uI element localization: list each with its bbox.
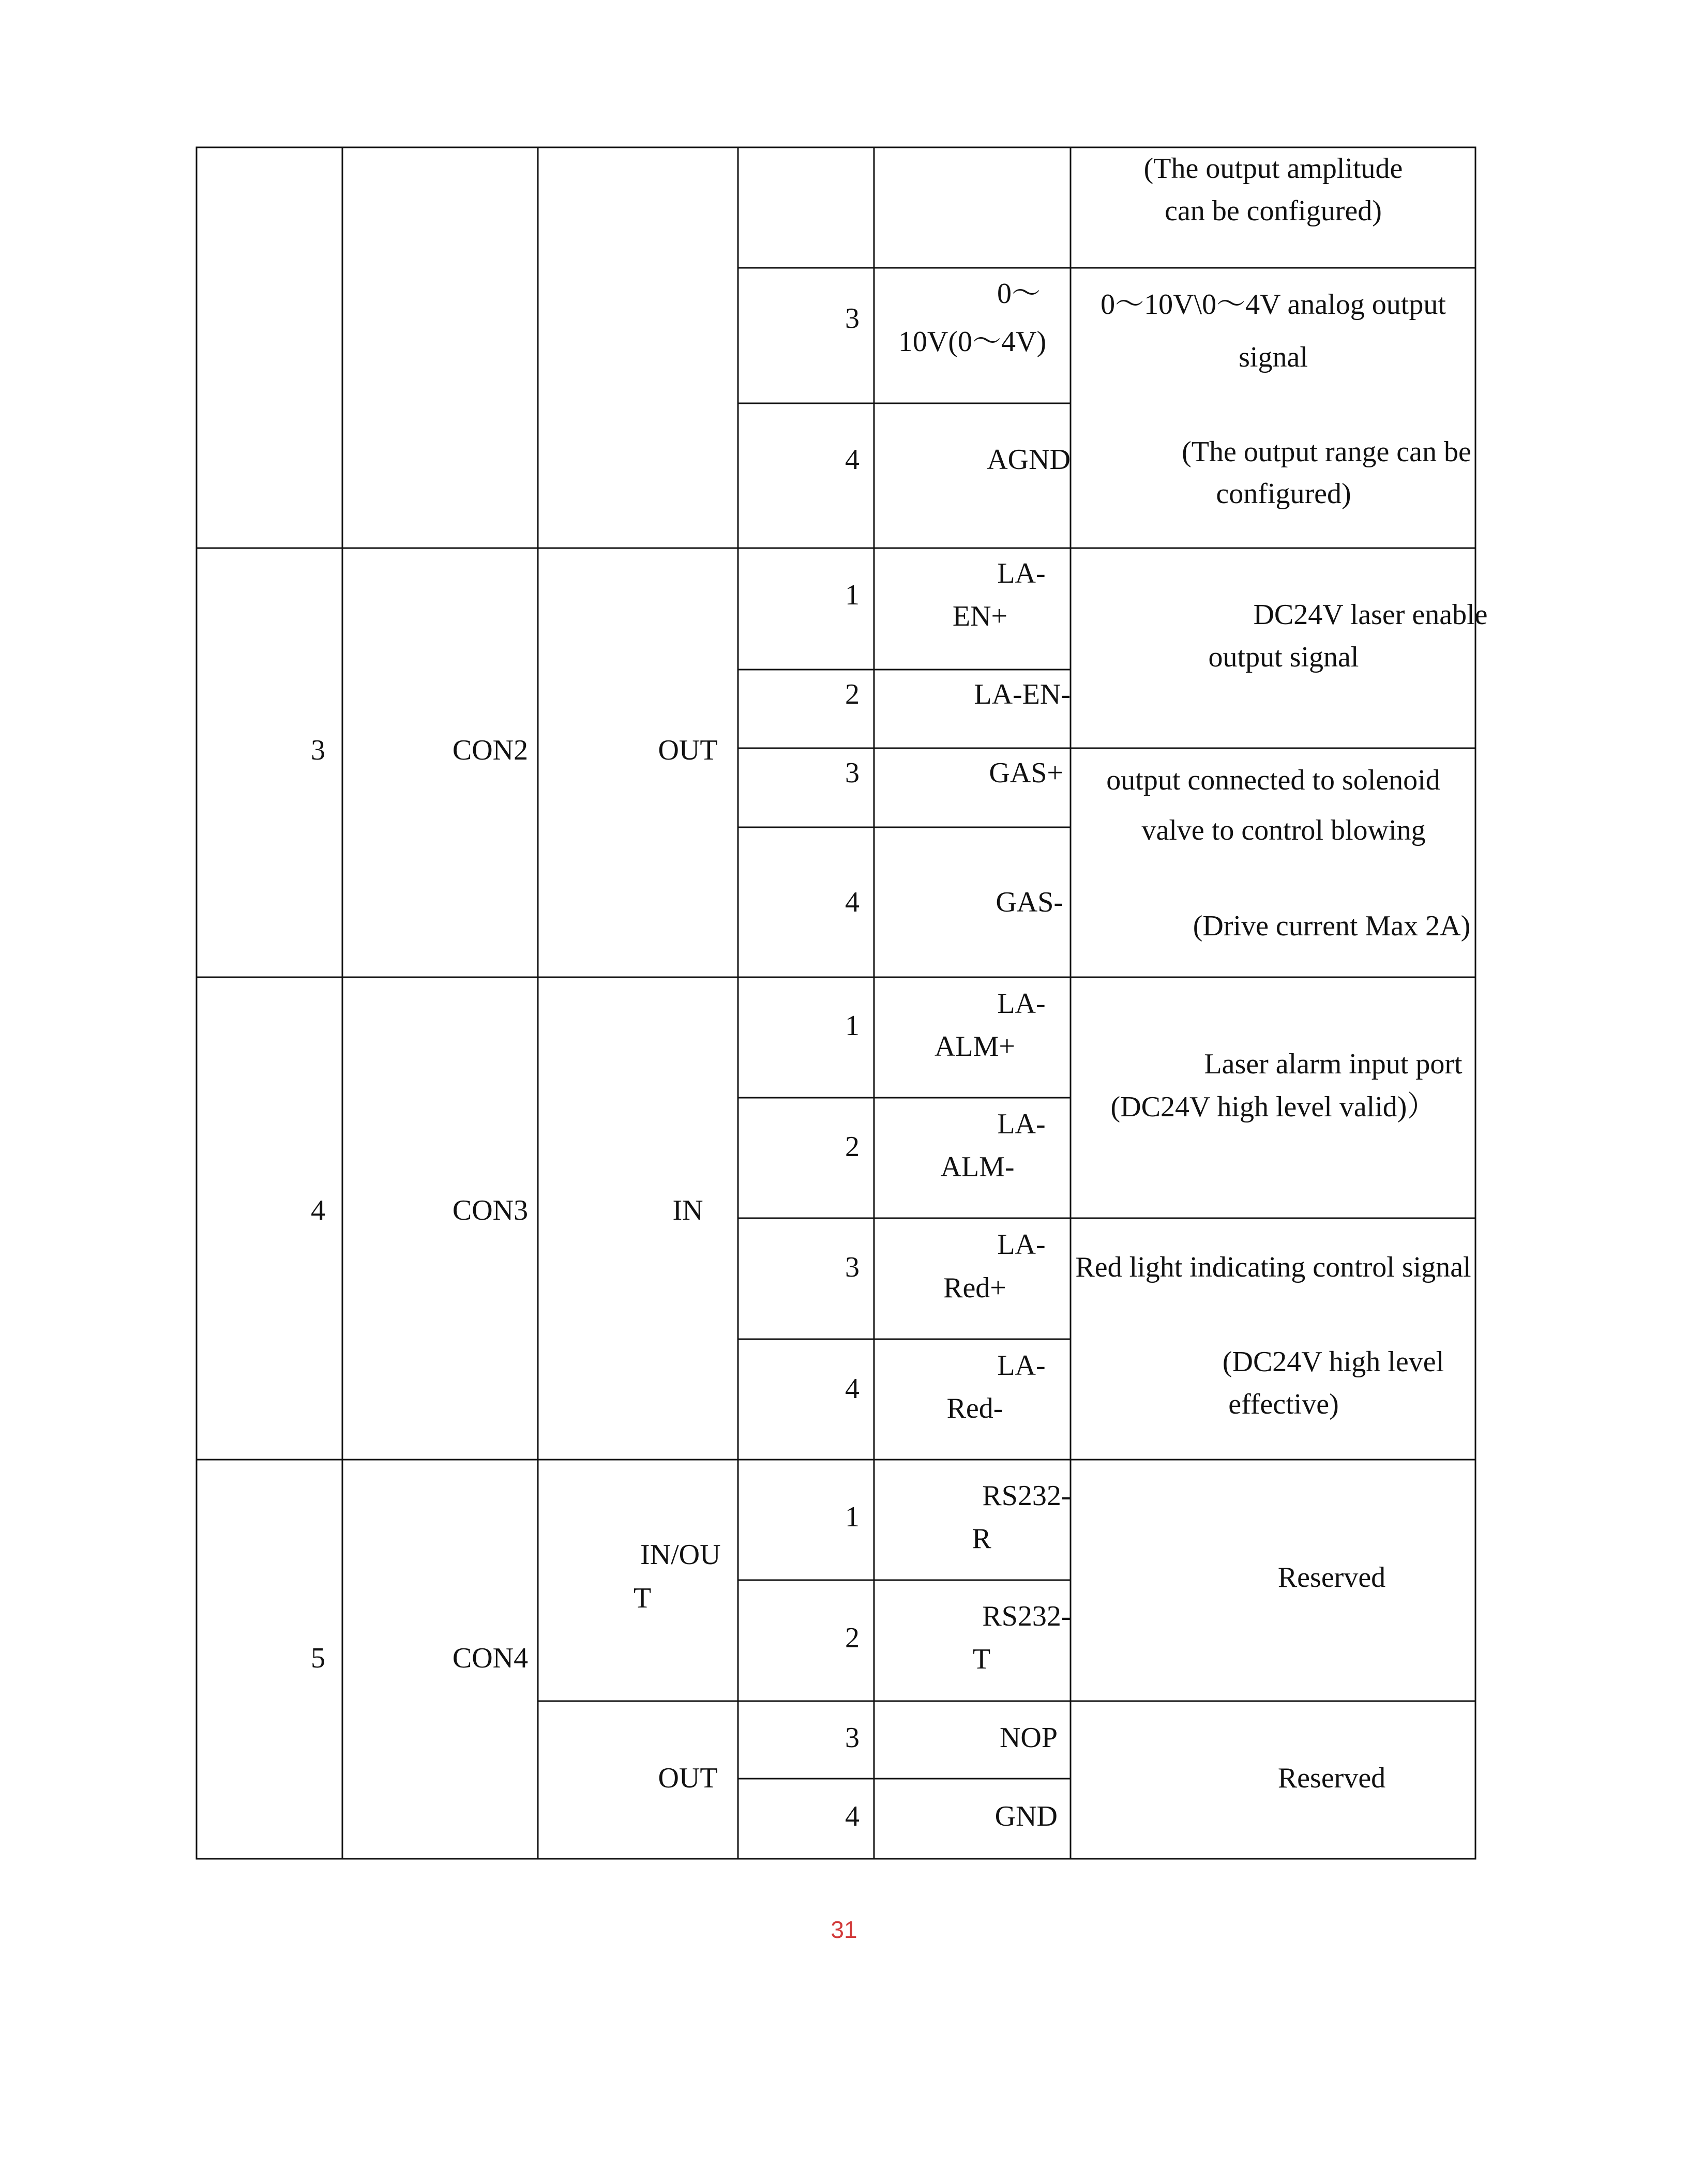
page-number: 31 xyxy=(831,1916,857,1943)
pin-number: 3 xyxy=(845,1722,860,1754)
pin-number: 3 xyxy=(845,757,860,789)
row3-desc-1-line-1: DC24V laser enable xyxy=(1253,599,1488,631)
pin-name-line-1: LA- xyxy=(997,988,1046,1020)
pin-number: 4 xyxy=(845,1800,860,1832)
direction: OUT xyxy=(658,734,718,766)
row-number: 3 xyxy=(311,734,325,766)
pin-number: 4 xyxy=(845,444,860,476)
row3-desc-2-line-2: valve to control blowing xyxy=(1141,814,1426,846)
pin-number: 2 xyxy=(845,1131,860,1163)
pin-number: 1 xyxy=(845,1010,860,1042)
pin-name-line-1: LA- xyxy=(997,1228,1046,1261)
pin-number: 3 xyxy=(845,1251,860,1283)
row3-desc-1-line-2: output signal xyxy=(1208,641,1359,673)
pin-name-line-1: LA- xyxy=(997,557,1046,589)
row4-desc-1-line-1: Laser alarm input port xyxy=(1204,1048,1463,1080)
pin-name-line-2: EN+ xyxy=(952,600,1008,632)
pin-number: 2 xyxy=(845,1622,860,1654)
pin-number: 4 xyxy=(845,886,860,918)
pin-name: GAS- xyxy=(996,886,1063,918)
direction-line-2: T xyxy=(634,1582,652,1614)
pin-name: GND xyxy=(994,1800,1058,1832)
row4-desc-3-line-2: effective) xyxy=(1228,1388,1339,1420)
row5-desc-reserved: Reserved xyxy=(1277,1762,1386,1794)
top-desc-1-line-2: can be configured) xyxy=(1165,195,1382,227)
top-desc-1-line-1: (The output amplitude xyxy=(1143,153,1403,185)
direction-line-1: IN/OU xyxy=(640,1539,721,1571)
pin-name: LA-EN- xyxy=(974,678,1071,710)
row-number: 4 xyxy=(311,1194,325,1226)
pin-name-line-2: R xyxy=(972,1523,991,1555)
top-desc-2-line-1: 0～10V\0～4V analog output xyxy=(1101,289,1446,321)
pin-name: NOP xyxy=(999,1722,1058,1754)
pin-name-line-2: 10V(0～4V) xyxy=(898,326,1047,358)
pin-number: 3 xyxy=(845,302,860,335)
pin-name-line-1: LA- xyxy=(997,1108,1046,1140)
row-number: 5 xyxy=(311,1642,325,1674)
row5-desc-reserved: Reserved xyxy=(1277,1561,1386,1594)
pin-number: 2 xyxy=(845,678,860,710)
pin-name-line-2: ALM+ xyxy=(934,1030,1016,1063)
direction: IN xyxy=(672,1194,703,1226)
interface-name: CON2 xyxy=(452,734,529,766)
pin-name-line-2: T xyxy=(972,1643,991,1675)
interface-name: CON3 xyxy=(452,1194,529,1226)
pin-number: 1 xyxy=(845,579,860,611)
top-desc-2-line-2: signal xyxy=(1239,341,1308,373)
row4-desc-2: Red light indicating control signal xyxy=(1075,1251,1471,1283)
pin-name: GAS+ xyxy=(989,757,1063,789)
row4-desc-1-line-2: (DC24V high level valid)） xyxy=(1110,1091,1436,1123)
pin-name-line-1: RS232- xyxy=(982,1600,1071,1632)
top-desc-3-line-2: configured) xyxy=(1216,478,1351,510)
pin-number: 1 xyxy=(845,1501,860,1533)
direction: OUT xyxy=(658,1762,718,1794)
pin-number: 4 xyxy=(845,1373,860,1405)
pin-name-line-1: RS232- xyxy=(982,1480,1071,1512)
interface-name: CON4 xyxy=(452,1642,529,1674)
pin-name-line-2: Red+ xyxy=(943,1272,1006,1304)
row3-desc-3: (Drive current Max 2A) xyxy=(1193,910,1471,942)
top-desc-3-line-1: (The output range can be xyxy=(1182,436,1471,468)
pin-name-line-1: LA- xyxy=(997,1349,1046,1382)
pin-name-line-1: 0～ xyxy=(997,278,1041,310)
pin-name: AGND xyxy=(987,444,1071,476)
row4-desc-3-line-1: (DC24V high level xyxy=(1222,1346,1444,1378)
pin-name-line-2: Red- xyxy=(946,1392,1003,1424)
pin-name-line-2: ALM- xyxy=(940,1151,1015,1183)
row3-desc-2-line-1: output connected to solenoid xyxy=(1106,764,1440,796)
